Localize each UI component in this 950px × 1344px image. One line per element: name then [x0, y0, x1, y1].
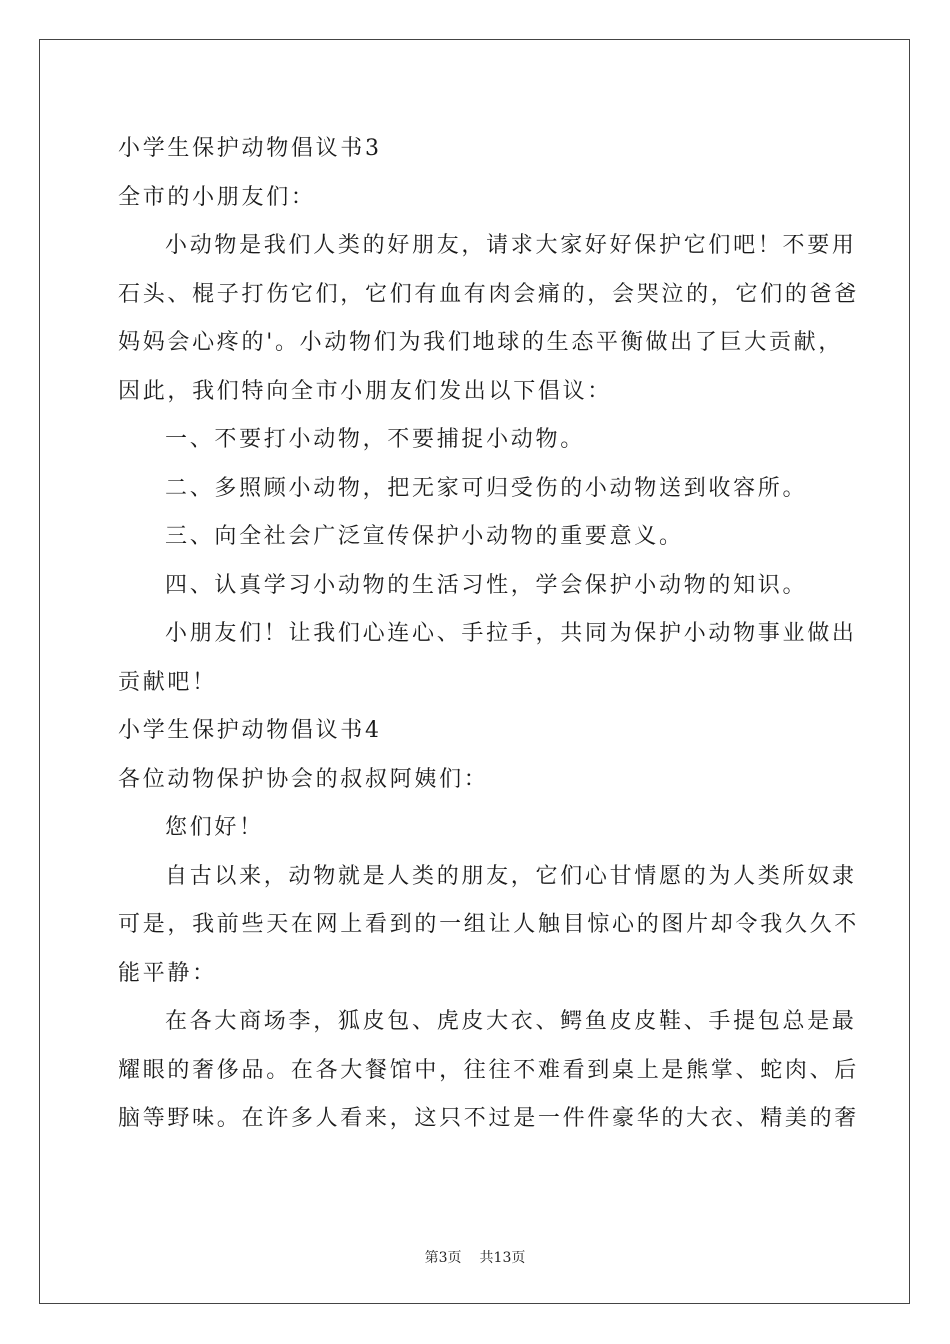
document-body [118, 125, 860, 1144]
text-line: 小学生保护动物倡议书4 [118, 718, 382, 743]
text-line: 能平静： [118, 960, 217, 986]
text-line: 妈妈会心疼的'。小动物们为我们地球的生态平衡做出了巨大贡献， [118, 330, 844, 355]
text-line: 小学生保护动物倡议书3 [118, 136, 382, 161]
text-line: 三、向全社会广泛宣传保护小动物的重要意义。 [165, 524, 684, 549]
text-line: 各位动物保护协会的叔叔阿姨们： [118, 766, 489, 792]
text-line: 自古以来，动物就是人类的朋友，它们心甘情愿的为人类所奴隶 [165, 863, 857, 889]
text-line: 全市的小朋友们： [118, 184, 316, 210]
text-line: 小朋友们！让我们心连心、手拉手，共同为保护小动物事业做出 [165, 621, 857, 646]
text-line: 您们好！ [165, 815, 264, 840]
text-line: 石头、棍子打伤它们，它们有血有肉会痛的，会哭泣的，它们的爸爸 [118, 281, 860, 307]
text-line: 可是，我前些天在网上看到的一组让人触目惊心的图片却令我久久不 [118, 912, 860, 937]
text-line: 二、多照顾小动物，把无家可归受伤的小动物送到收容所。 [165, 475, 808, 501]
page-number: 第3页 [424, 1250, 462, 1266]
text-line: 贡献吧！ [118, 669, 217, 695]
text-line: 在各大商场李，狐皮包、虎皮大衣、鳄鱼皮皮鞋、手提包总是最 [165, 1009, 857, 1034]
text-line: 耀眼的奢侈品。在各大餐馆中，往往不难看到桌上是熊掌、蛇肉、后 [118, 1057, 860, 1083]
text-line: 脑等野味。在许多人看来，这只不过是一件件豪华的大衣、精美的奢 [118, 1106, 860, 1131]
text-line: 因此，我们特向全市小朋友们发出以下倡议： [118, 378, 613, 404]
text-line: 四、认真学习小动物的生活习性，学会保护小动物的知识。 [165, 572, 808, 598]
text-line: 一、不要打小动物，不要捕捉小动物。 [165, 427, 585, 452]
text-line: 小动物是我们人类的好朋友，请求大家好好保护它们吧！不要用 [165, 233, 857, 258]
page-total: 共13页 [479, 1250, 526, 1266]
page-footer [0, 1247, 950, 1267]
